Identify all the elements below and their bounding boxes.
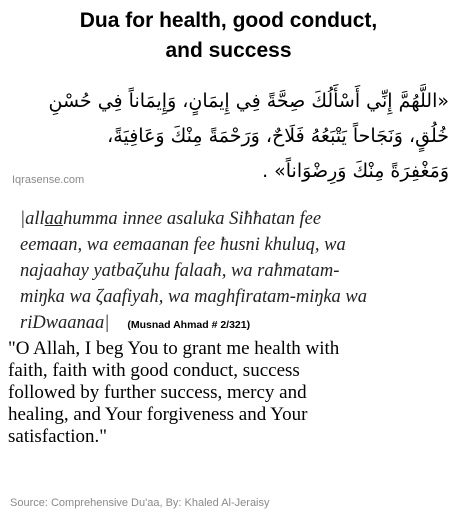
translation-line-1: "O Allah, I beg You to grant me health with	[8, 338, 340, 359]
translit-underlined: aa	[44, 209, 64, 229]
translation-line-2: faith, faith with good conduct, success	[8, 360, 300, 381]
title-line-1: Dua for health, good conduct,	[79, 9, 378, 32]
transliteration-line-1	[20, 206, 454, 232]
translit-prefix: |all	[20, 209, 45, 229]
page-title	[0, 6, 457, 66]
site-watermark: Iqrasense.com	[12, 174, 85, 186]
arabic-line-3: وَمَغْفِرَةً مِنْكَ وَرِضْوَاناً» .	[262, 160, 449, 182]
english-translation	[8, 338, 450, 448]
transliteration-text	[20, 206, 454, 338]
transliteration-line-4: miŋka wa ζaafiyah, wa maghfiratam-miŋka wa	[20, 287, 368, 307]
transliteration-line-3: najaahay yatbaζuhu falaaħ, wa raħmatam-	[20, 261, 340, 281]
source-citation: Source: Comprehensive Du'aa, By: Khaled Al-Jeraisy	[10, 497, 270, 509]
arabic-line-2: خُلُقٍ، وَنَجَاحاً يَتْبَعُهُ فَلَاحٌ، وَرَحْمَةً مِنْكَ وَعَافِيَةً،	[107, 125, 449, 147]
translation-line-3: followed by further success, mercy and	[8, 382, 307, 403]
translit-line1-rest: humma innee asaluka Siħħatan fee	[63, 209, 322, 229]
transliteration-line-2: eemaan, wa eemaanan fee ħusni khuluq, wa	[20, 235, 346, 255]
translation-line-4: healing, and Your forgiveness and Your	[8, 404, 308, 425]
hadith-reference: (Musnad Ahmad # 2/321)	[127, 319, 251, 331]
transliteration-line-5	[20, 310, 454, 338]
title-line-2: and success	[165, 39, 292, 62]
translit-line5-text: riDwaanaa|	[20, 313, 110, 333]
translation-line-5: satisfaction."	[8, 426, 108, 447]
arabic-line-1: «اللَّهُمَّ إِنِّي أَسْأَلُكَ صِحَّةً فِي إِيمَانٍ، وَإِيمَاناً فِي حُسْنِ	[48, 90, 449, 112]
